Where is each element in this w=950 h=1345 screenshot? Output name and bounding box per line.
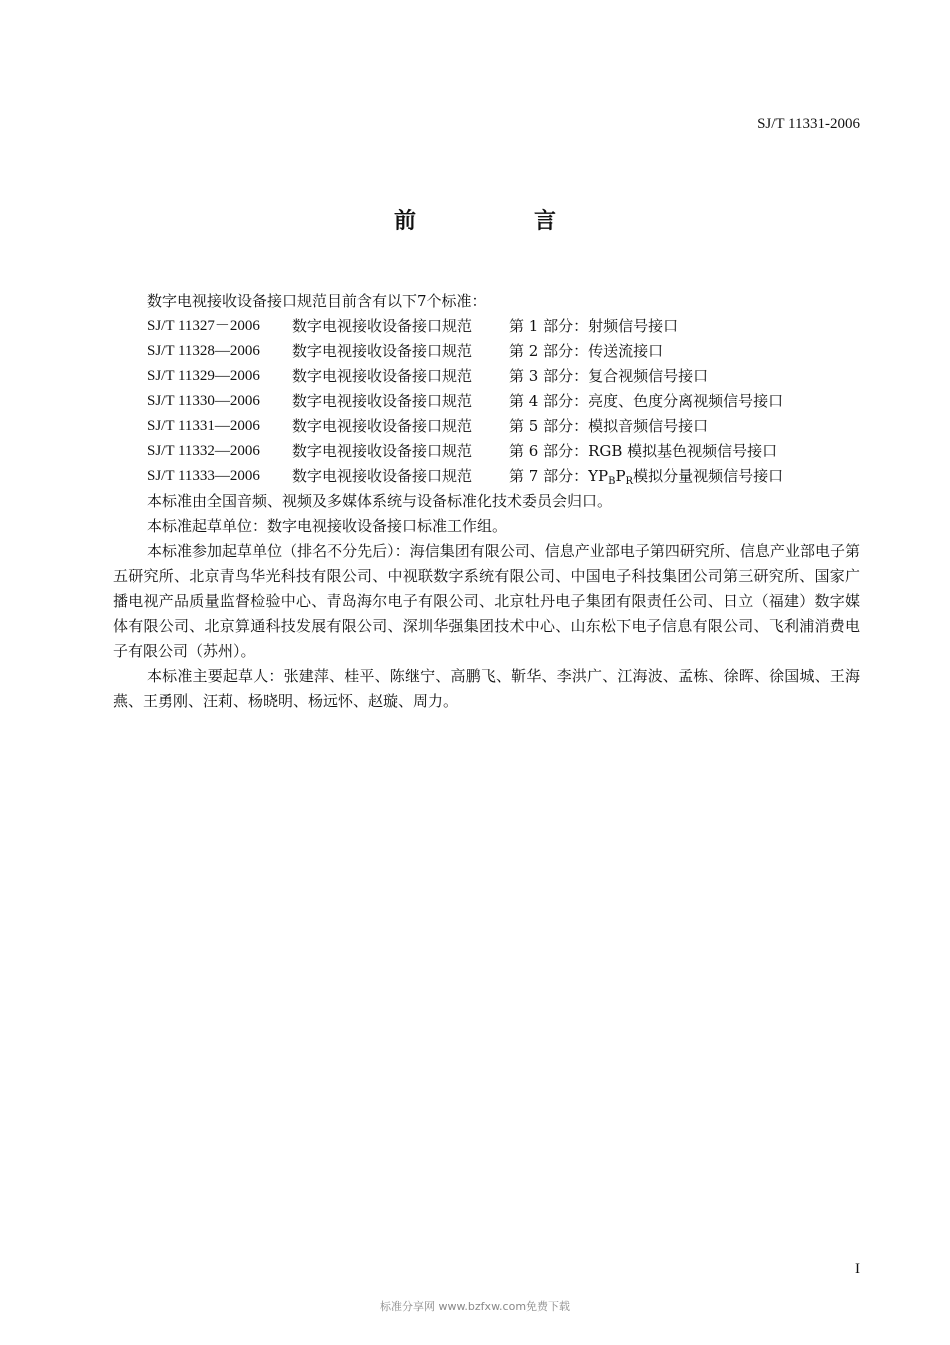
paragraph-drafters: 本标准主要起草人：张建萍、桂平、陈继宁、高鹏飞、靳华、李洪广、江海波、孟栋、徐晖、徐国城、王海燕、王勇刚、汪莉、杨晓明、杨远怀、赵璇、周力。: [113, 667, 860, 710]
part-suffix: 模拟分量视频信号接口: [633, 467, 784, 485]
standard-code-cell: SJ/T 11332—2006: [147, 443, 260, 459]
standard-name-cell: 数字电视接收设备接口规范: [292, 317, 473, 335]
standard-row: [113, 389, 860, 414]
standard-code-cell: SJ/T 11329—2006: [147, 368, 260, 384]
standard-name-cell: 数字电视接收设备接口规范: [292, 342, 473, 360]
standard-part-cell: 第 1 部分：射频信号接口: [509, 317, 679, 335]
part-mid: P: [615, 467, 626, 485]
paragraph-participants: 本标准参加起草单位（排名不分先后）：海信集团有限公司、信息产业部电子第四研究所、信息产业部电子第五研究所、北京青鸟华光科技有限公司、中视联数字系统有限公司、中国电子科技集团公司第三研究所、国家广播电视产品质量监督检验中心、青岛海尔电子有限公司、北京牡丹电子集团有限责任公司、日立（福建）数字媒体有限公司、北京算通科技发展有限公司、深圳华强集团技术中心、山东松下电子信息有限公司、飞利浦消费电子有限公司（苏州）。: [113, 542, 860, 660]
part-prefix: 第 7 部分：YP: [509, 467, 609, 485]
standard-code-cell: SJ/T 11328—2006: [147, 343, 260, 359]
page-number: I: [855, 1261, 860, 1277]
standard-row: [113, 364, 860, 389]
standard-code-cell: SJ/T 11327－2006: [147, 318, 260, 334]
standard-part-cell: 第 5 部分：模拟音频信号接口: [509, 417, 709, 435]
subscript-b: B: [608, 476, 616, 487]
footer-watermark: 标准分享网 www.bzfxw.com免费下载: [379, 1300, 571, 1313]
standard-part-cell: 第 4 部分：亮度、色度分离视频信号接口: [509, 392, 784, 410]
standard-row: [113, 439, 860, 464]
standard-code-cell: SJ/T 11333—2006: [147, 468, 260, 484]
standard-part-cell: 第 2 部分：传送流接口: [509, 342, 664, 360]
document-body: [113, 289, 860, 714]
standard-part-cell: 第 6 部分：RGB 模拟基色视频信号接口: [509, 442, 778, 460]
standard-part-cell: [509, 464, 783, 489]
paragraph-drafting-unit: 本标准起草单位：数字电视接收设备接口标准工作组。: [147, 517, 508, 535]
intro-line: 数字电视接收设备接口规范目前含有以下7个标准：: [147, 292, 487, 310]
standard-row: [113, 464, 860, 489]
subscript-r: R: [625, 476, 634, 487]
standard-row: [113, 314, 860, 339]
standard-row: [113, 339, 860, 364]
standard-row: [113, 414, 860, 439]
standard-name-cell: 数字电视接收设备接口规范: [292, 442, 473, 460]
page-title: 前 言: [393, 209, 604, 234]
standard-code-cell: SJ/T 11330—2006: [147, 393, 260, 409]
paragraph-committee: 本标准由全国音频、视频及多媒体系统与设备标准化技术委员会归口。: [147, 492, 613, 510]
standard-code: SJ/T 11331-2006: [757, 116, 860, 132]
standard-name-cell: 数字电视接收设备接口规范: [292, 467, 473, 485]
standard-part-cell: 第 3 部分：复合视频信号接口: [509, 367, 709, 385]
standard-name-cell: 数字电视接收设备接口规范: [292, 367, 473, 385]
standard-code-cell: SJ/T 11331—2006: [147, 418, 260, 434]
standard-name-cell: 数字电视接收设备接口规范: [292, 392, 473, 410]
standard-name-cell: 数字电视接收设备接口规范: [292, 417, 473, 435]
